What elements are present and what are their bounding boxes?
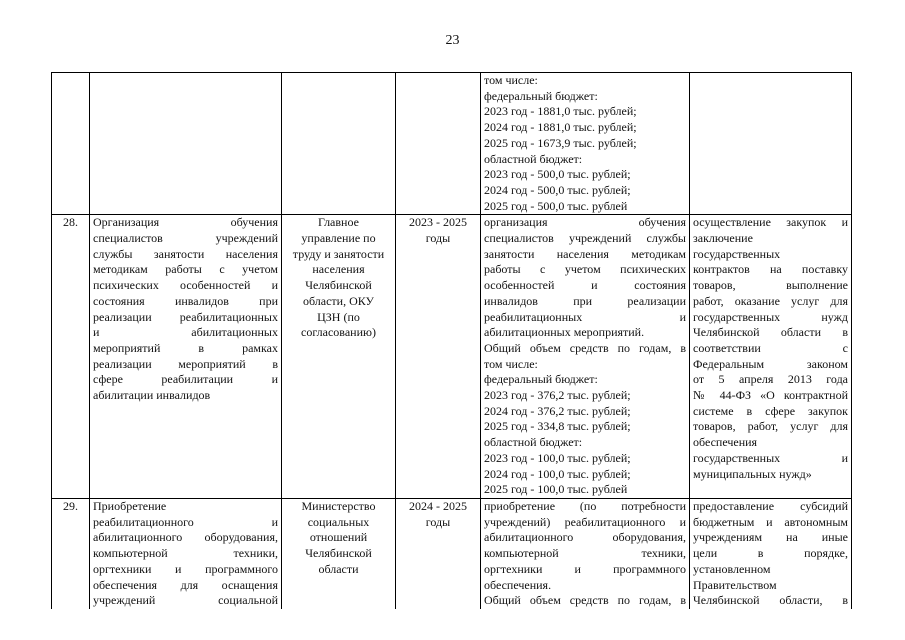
name-line: службы занятости населения [93,246,278,261]
content-line: федеральный бюджет: [484,88,598,103]
executor-line: отношений [309,530,368,545]
content-line: 2024 год - 500,0 тыс. рублей; [484,182,631,197]
name-line: сфере реабилитации и [93,372,278,387]
result-line: обеспечения [693,435,758,450]
executor-line: ЦЗН (по [317,309,360,324]
content-line: особенностей и состояния [484,278,686,293]
name-line: Приобретение [93,498,167,513]
content-line: 2023 год - 100,0 тыс. рублей; [484,450,631,465]
content-line: 2024 год - 376,2 тыс. рублей; [484,403,631,418]
content-line: 2025 год - 500,0 тыс. рублей [484,198,628,213]
content-line: работы с учетом психических [484,262,686,277]
content-cell [481,73,690,215]
content-line: областной бюджет: [484,151,583,166]
name-line: и абилитационных [93,325,278,340]
content-line: обеспечения. [484,577,552,592]
result-line: заключение [693,231,753,246]
content-line: 2025 год - 334,8 тыс. рублей; [484,419,631,434]
content-line: 2024 год - 1881,0 тыс. рублей; [484,120,637,135]
name-line: реализации мероприятий в [93,356,278,371]
result-line: работ, оказание услуг для [693,293,848,308]
result-line: товаров, работ, услуг для [693,419,848,434]
content-line: 2025 год - 1673,9 тыс. рублей; [484,135,637,150]
executor-line: управление по [301,231,376,246]
executor-line: Челябинской [305,278,372,293]
result-line: осуществление закупок и [693,215,848,230]
result-line: системе в сфере закупок [693,403,848,418]
table-row [52,215,852,499]
result-line: бюджетным и автономным [693,514,848,529]
content-line: том числе: [484,356,538,371]
result-line: государственных и [693,450,848,465]
result-line: соответствии с [693,340,848,355]
content-line: областной бюджет: [484,435,583,450]
name-line: реабилитационного и [93,514,278,529]
name-line: абилитации инвалидов [93,388,211,403]
period-cell [396,73,481,215]
name-line: мероприятий в рамках [93,340,278,355]
content-line: инвалидов при реализации [484,293,686,308]
name-line: компьютерной техники, [93,546,278,561]
content-line: специалистов учреждений службы [484,231,686,246]
content-line: компьютерной техники, [484,546,686,561]
content-line: Общий объем средств по годам, в [484,340,686,355]
content-line: абилитационных мероприятий. [484,325,645,340]
period-cell: 2023 - 2025 годы [396,215,481,499]
executor-line: области [318,561,359,576]
executor-cell [282,498,396,608]
name-line: психических особенностей и [93,278,278,293]
result-line: предоставление субсидий [693,498,848,513]
name-line: специалистов учреждений [93,231,278,246]
executor-line: труду и занятости [292,246,385,261]
row-number [52,73,90,215]
measures-table [51,72,852,609]
name-line: учреждений социальной [93,593,278,608]
result-line: установленном [693,561,771,576]
content-line: учреждений) реабилитационного и [484,514,686,529]
result-line: Челябинской области в [693,325,848,340]
result-line: № 44-ФЗ «О контрактной [693,388,848,403]
measure-name-cell [90,498,282,608]
executor-cell [282,215,396,499]
result-line: государственных [693,246,781,261]
table-row [52,73,852,215]
name-line: Организация обучения [93,215,278,230]
content-line: том числе: [484,73,538,87]
executor-line: области, ОКУ [302,293,375,308]
content-line: абилитационного оборудования, [484,530,686,545]
period-cell: 2024 - 2025 годы [396,498,481,608]
content-line: федеральный бюджет: [484,372,598,387]
result-line: Правительством [693,577,777,592]
name-line: методикам работы с учетом [93,262,278,277]
result-cell [690,73,852,215]
content-line: реабилитационных и [484,309,686,324]
executor-line: населения [312,262,365,277]
executor-cell [282,73,396,215]
result-line: цели в порядке, [693,546,848,561]
result-line: контрактов на поставку [693,262,848,277]
executor-line: социальных [307,514,370,529]
name-line: обеспечения для оснащения [93,577,278,592]
content-line: 2023 год - 376,2 тыс. рублей; [484,388,631,403]
result-line: Федеральным законом [693,356,848,371]
executor-line: согласованию) [301,325,376,340]
executor-line: Челябинской [305,546,372,561]
content-line: 2025 год - 100,0 тыс. рублей [484,482,628,497]
content-line: организация обучения [484,215,686,230]
content-line: занятости населения методикам [484,246,686,261]
result-cell [690,498,852,608]
result-line: государственных нужд [693,309,848,324]
result-line: муниципальных нужд» [693,466,812,481]
executor-line: Главное [318,215,359,230]
row-number: 29. [52,498,90,608]
row-number: 28. [52,215,90,499]
name-line: абилитационного оборудования, [93,530,278,545]
name-line: состояния инвалидов при [93,293,278,308]
content-line: 2024 год - 100,0 тыс. рублей; [484,466,631,481]
page-number: 23 [445,33,460,48]
result-line: от 5 апреля 2013 года [693,372,848,387]
measure-name-cell [90,215,282,499]
content-line: оргтехники и программного [484,561,686,576]
content-line: 2023 год - 500,0 тыс. рублей; [484,167,631,182]
name-line: оргтехники и программного [93,561,278,576]
result-line: товаров, выполнение [693,278,848,293]
content-line: приобретение (по потребности [484,498,686,513]
result-cell [690,215,852,499]
name-line: реализации реабилитационных [93,309,278,324]
content-cell [481,498,690,608]
content-line: Общий объем средств по годам, в [484,593,686,608]
result-line: учреждениям на иные [693,530,848,545]
measure-name-cell [90,73,282,215]
executor-line: Министерство [301,498,376,513]
table-row [52,498,852,608]
result-line: Челябинской области, в [693,593,848,608]
content-cell [481,215,690,499]
content-line: 2023 год - 1881,0 тыс. рублей; [484,104,637,119]
